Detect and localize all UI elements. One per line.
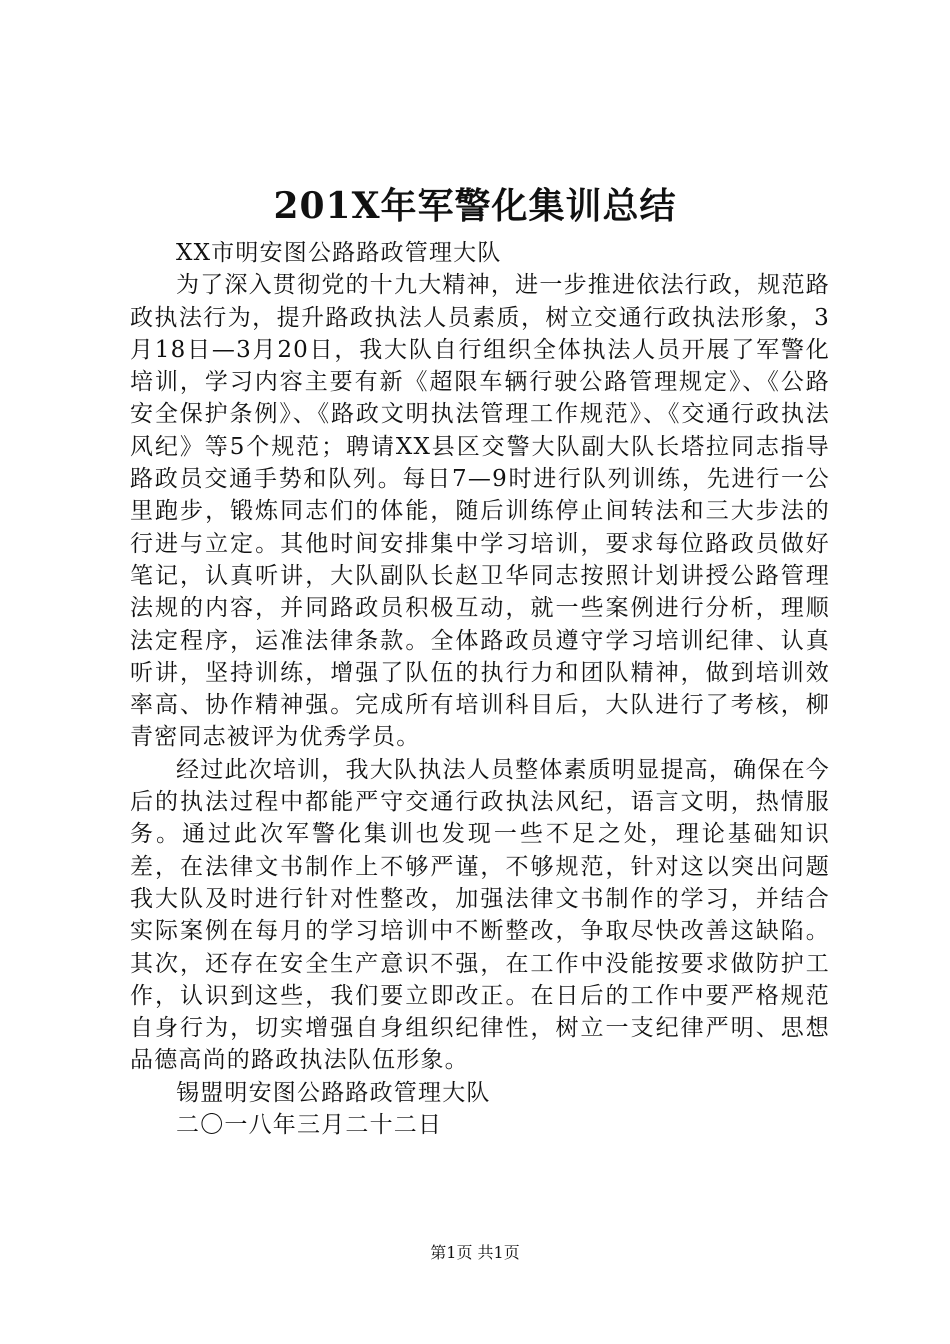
signature-date: 二〇一八年三月二十二日 [176, 1112, 443, 1139]
document-body [130, 237, 830, 1141]
body-paragraph: 为了深入贯彻党的十九大精神，进一步推进依法行政，规范路政执法行为，提升路政执法人员素质，树立交通行政执法形象，3月18日—3月20日，我大队自行组织全体执法人员开展了军警化培训，学习内容主要有新《超限车辆行驶公路管理规定》、《公路安全保护条例》、《路政文明执法管理工作规范》、《交通行政执法风纪》等5个规范；聘请XX县区交警大队副大队长塔拉同志指导路政员交通手势和队列。每日7—9时进行队列训练，先进行一公里跑步，锻炼同志们的体能，随后训练停止间转法和三大步法的行进与立定。其他时间安排集中学习培训，要求每位路政员做好笔记，认真听讲，大队副队长赵卫华同志按照计划讲授公路管理法规的内容，并同路政员积极互动，就一些案例进行分析，理顺法定程序，运准法律条款。全体路政员遵守学习培训纪律、认真听讲，坚持训练，增强了队伍的执行力和团队精神，做到培训效率高、协作精神强。完成所有培训科目后，大队进行了考核，柳青密同志被评为优秀学员。 [130, 272, 830, 751]
organization-header: XX市明安图公路路政管理大队 [176, 240, 502, 266]
body-paragraph: 经过此次培训，我大队执法人员整体素质明显提高，确保在今后的执法过程中都能严守交通行政执法风纪，语言文明，热情服务。通过此次军警化集训也发现一些不足之处，理论基础知识差，在法律文书制作上不够严谨，不够规范，针对这以突出问题我大队及时进行针对性整改，加强法律文书制作的学习，并结合实际案例在每月的学习培训中不断整改，争取尽快改善这缺陷。其次，还存在安全生产意识不强，在工作中没能按要求做防护工作，认识到这些，我们要立即改正。在日后的工作中要严格规范自身行为，切实增强自身组织纪律性，树立一支纪律严明、思想品德高尚的路政执法队伍形象。 [130, 756, 830, 1074]
document-title: 201X年军警化集训总结 [273, 185, 677, 227]
page-footer: 第1页 共1页 [430, 1243, 520, 1262]
signature-organization: 锡盟明安图公路路政管理大队 [176, 1079, 491, 1106]
